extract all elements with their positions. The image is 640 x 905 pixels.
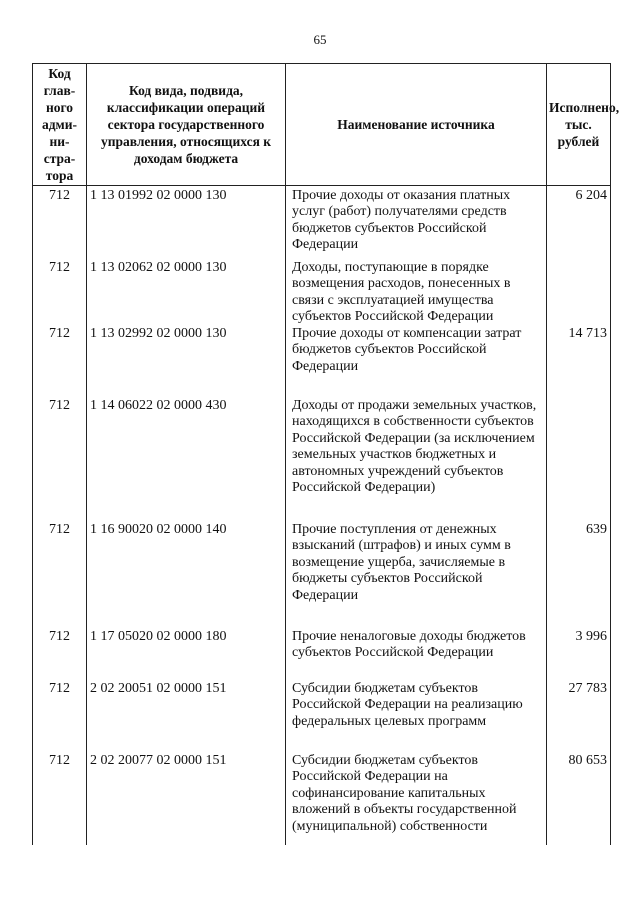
admin-code-cell: 712 <box>33 681 87 753</box>
amount-cell: 639 <box>547 522 611 629</box>
type-code-cell: 1 13 01992 02 0000 130 <box>87 186 286 261</box>
table-header <box>33 64 620 186</box>
type-code-cell: 1 16 90020 02 0000 140 <box>87 522 286 629</box>
type-code-cell: 1 13 02062 02 0000 130 <box>87 260 286 326</box>
table-row <box>33 522 611 629</box>
type-code-cell: 2 02 20077 02 0000 151 <box>87 753 286 845</box>
table-row <box>33 186 611 261</box>
header-source-name: Наименование источника <box>286 64 547 186</box>
source-name-cell: Субсидии бюджетам субъектов Российской Федерации на софинансирование капитальных вложений в объекты государственной (муниципальной) собственности <box>286 753 547 845</box>
admin-code-cell: 712 <box>33 629 87 681</box>
source-name-cell: Субсидии бюджетам субъектов Российской Федерации на реализацию федеральных целевых программ <box>286 681 547 753</box>
type-code-cell: 1 14 06022 02 0000 430 <box>87 398 286 522</box>
amount-cell: 80 653 <box>547 753 611 845</box>
source-name-cell: Прочие поступления от денежных взысканий (штрафов) и иных сумм в возмещение ущерба, зачисляемые в бюджеты субъектов Российской Федерации <box>286 522 547 629</box>
type-code-cell: 2 02 20051 02 0000 151 <box>87 681 286 753</box>
amount-cell: 3 996 <box>547 629 611 681</box>
revenue-table <box>32 63 620 845</box>
table-row <box>33 629 611 681</box>
table-row <box>33 398 611 522</box>
header-type-code: Код вида, подвида, классификации операций сектора государственного управления, относящихся к доходам бюджета <box>87 64 286 186</box>
admin-code-cell: 712 <box>33 398 87 522</box>
type-code-cell: 1 13 02992 02 0000 130 <box>87 326 286 398</box>
admin-code-cell: 712 <box>33 186 87 261</box>
amount-cell <box>547 260 611 326</box>
type-code-cell: 1 17 05020 02 0000 180 <box>87 629 286 681</box>
amount-cell: 27 783 <box>547 681 611 753</box>
table-row <box>33 681 611 753</box>
header-amount: Исполнено, тыс. рублей <box>547 64 611 186</box>
amount-cell: 6 204 <box>547 186 611 261</box>
table-row <box>33 753 611 845</box>
admin-code-cell: 712 <box>33 326 87 398</box>
source-name-cell: Доходы, поступающие в порядке возмещения расходов, понесенных в связи с эксплуатацией имущества субъектов Российской Федерации <box>286 260 547 326</box>
table-row <box>33 326 611 398</box>
admin-code-cell: 712 <box>33 753 87 845</box>
source-name-cell: Прочие доходы от оказания платных услуг (работ) получателями средств бюджетов субъектов Российской Федерации <box>286 186 547 261</box>
source-name-cell: Доходы от продажи земельных участков, находящихся в собственности субъектов Российской Федерации (за исключением земельных участков бюджетных и автономных учреждений субъектов Российской Федерации) <box>286 398 547 522</box>
admin-code-cell: 712 <box>33 522 87 629</box>
page-number: 65 <box>313 32 327 47</box>
amount-cell <box>547 398 611 522</box>
source-name-cell: Прочие доходы от компенсации затрат бюджетов субъектов Российской Федерации <box>286 326 547 398</box>
amount-cell: 14 713 <box>547 326 611 398</box>
table-row <box>33 260 611 326</box>
source-name-cell: Прочие неналоговые доходы бюджетов субъектов Российской Федерации <box>286 629 547 681</box>
admin-code-cell: 712 <box>33 260 87 326</box>
header-admin-code: Код глав-ного адми-ни-стра-тора <box>33 64 87 186</box>
